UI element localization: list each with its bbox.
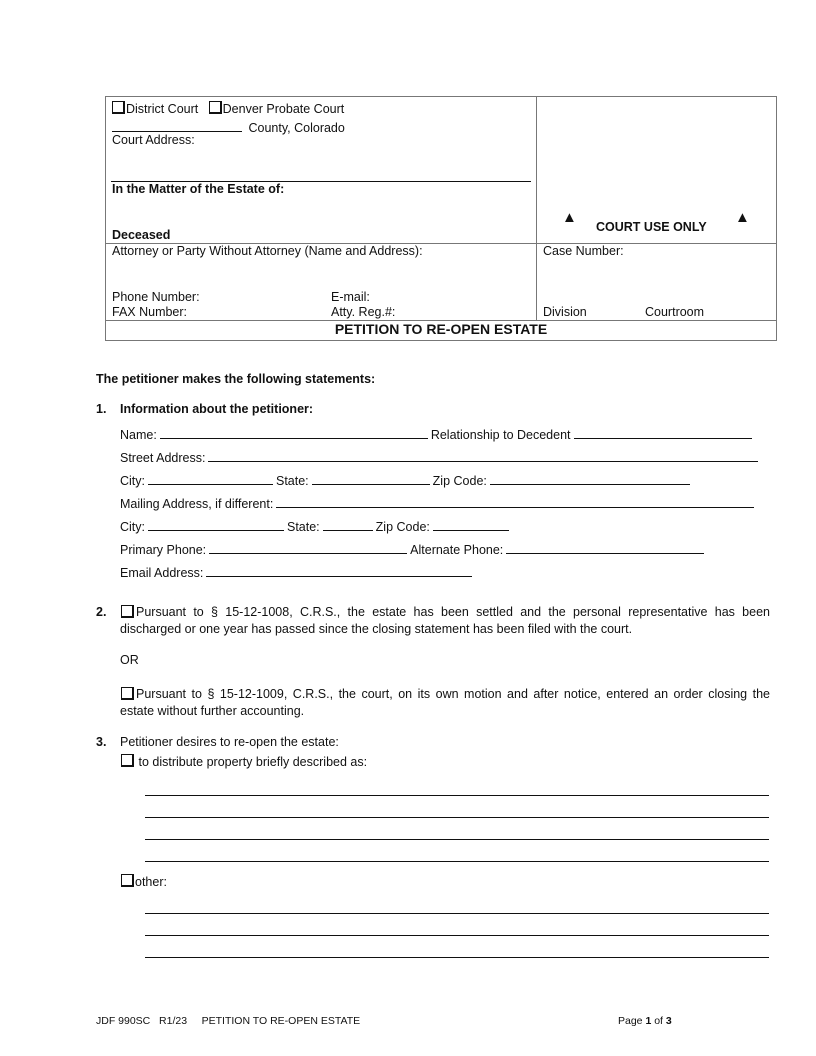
- county-blank[interactable]: [112, 118, 242, 132]
- attorney-label: Attorney or Party Without Attorney (Name and Address):: [112, 244, 423, 258]
- division-label: Division: [543, 305, 587, 319]
- other-checkbox[interactable]: [121, 874, 134, 887]
- distribute-line-2[interactable]: [145, 817, 769, 818]
- distribute-line-1[interactable]: [145, 795, 769, 796]
- alternate-phone-label: Alternate Phone:: [410, 543, 504, 557]
- other-line-1[interactable]: [145, 913, 769, 914]
- option-1008-text: Pursuant to § 15-12-1008, C.R.S., the estate has been settled and the personal representative has been discharged or one year has passed since the closing statement has been filed with the court.: [120, 605, 770, 636]
- deceased-label: Deceased: [112, 228, 171, 242]
- court-use-only-label: COURT USE ONLY: [596, 220, 707, 234]
- city-label: City:: [120, 520, 145, 534]
- court-address-label: Court Address:: [112, 133, 195, 147]
- court-selection: [112, 101, 344, 116]
- page-total: 3: [665, 1015, 672, 1027]
- distribute-option: [121, 754, 367, 769]
- state-field[interactable]: [312, 471, 430, 485]
- primary-phone-field[interactable]: [209, 540, 407, 554]
- section-3-intro: Petitioner desires to re-open the estate:: [120, 735, 339, 749]
- atty-reg-label: Atty. Reg.#:: [331, 305, 396, 319]
- caption-divider-vertical: [536, 96, 537, 320]
- alternate-phone-field[interactable]: [506, 540, 704, 554]
- courtroom-label: Courtroom: [645, 305, 705, 319]
- city-row-2: [120, 517, 512, 534]
- name-field[interactable]: [160, 425, 428, 439]
- or-label: OR: [120, 653, 139, 667]
- distribute-line-3[interactable]: [145, 839, 769, 840]
- district-court-label: District Court: [126, 102, 199, 116]
- zip-label: Zip Code:: [375, 520, 430, 534]
- street-row: [120, 448, 761, 465]
- distribute-line-4[interactable]: [145, 861, 769, 862]
- mailing-city-field[interactable]: [148, 517, 284, 531]
- relationship-label: Relationship to Decedent: [430, 428, 571, 442]
- mailing-state-field[interactable]: [323, 517, 373, 531]
- section-1-number: 1.: [96, 402, 107, 416]
- denver-probate-checkbox[interactable]: [209, 101, 222, 114]
- name-row: [120, 425, 755, 442]
- city-field[interactable]: [148, 471, 273, 485]
- state-label: State:: [287, 520, 320, 534]
- name-label: Name:: [120, 428, 157, 442]
- district-court-checkbox[interactable]: [112, 101, 125, 114]
- section-2-number: 2.: [96, 605, 107, 619]
- street-address-field[interactable]: [208, 448, 758, 462]
- triangle-up-icon: ▲: [562, 209, 577, 226]
- footer-form-id: JDF 990SC R1/23 PETITION TO RE-OPEN ESTATE: [96, 1015, 361, 1027]
- section-1-heading: Information about the petitioner:: [120, 402, 314, 416]
- mailing-row: [120, 494, 757, 511]
- email-label: E-mail:: [331, 290, 370, 304]
- street-address-label: Street Address:: [120, 451, 206, 465]
- section-3-number: 3.: [96, 735, 107, 749]
- phone-row: [120, 540, 707, 557]
- fax-number-label: FAX Number:: [112, 305, 188, 319]
- county-colorado-label: County, Colorado: [248, 121, 345, 135]
- option-1009-text: Pursuant to § 15-12-1009, C.R.S., the court, on its own motion and after notice, entered an order closing the estate without further accounting.: [120, 687, 770, 718]
- distribute-label: to distribute property briefly described as:: [138, 755, 368, 769]
- case-number-label: Case Number:: [543, 244, 624, 258]
- email-address-label: Email Address:: [120, 566, 204, 580]
- in-the-matter-label: In the Matter of the Estate of:: [112, 182, 285, 196]
- email-row: [120, 563, 475, 580]
- page-number: 1: [645, 1015, 652, 1027]
- state-label: State:: [276, 474, 309, 488]
- triangle-up-icon: ▲: [735, 209, 750, 226]
- page-word: Page: [618, 1015, 643, 1027]
- mailing-address-field[interactable]: [276, 494, 754, 508]
- form-title: PETITION TO RE-OPEN ESTATE: [334, 321, 548, 337]
- other-label: other:: [135, 875, 167, 889]
- city-label: City:: [120, 474, 145, 488]
- relationship-field[interactable]: [574, 425, 752, 439]
- phone-number-label: Phone Number:: [112, 290, 200, 304]
- mailing-zip-field[interactable]: [433, 517, 509, 531]
- mailing-address-label: Mailing Address, if different:: [120, 497, 274, 511]
- of-word: of: [654, 1015, 663, 1027]
- other-option: [121, 874, 167, 889]
- intro-statement: The petitioner makes the following statements:: [96, 372, 376, 386]
- zip-field[interactable]: [490, 471, 690, 485]
- other-line-3[interactable]: [145, 957, 769, 958]
- page-indicator: [618, 1015, 672, 1027]
- city-row-1: [120, 471, 693, 488]
- denver-probate-label: Denver Probate Court: [222, 102, 345, 116]
- primary-phone-label: Primary Phone:: [120, 543, 207, 557]
- zip-label: Zip Code:: [432, 474, 487, 488]
- email-address-field[interactable]: [206, 563, 472, 577]
- distribute-checkbox[interactable]: [121, 754, 134, 767]
- other-line-2[interactable]: [145, 935, 769, 936]
